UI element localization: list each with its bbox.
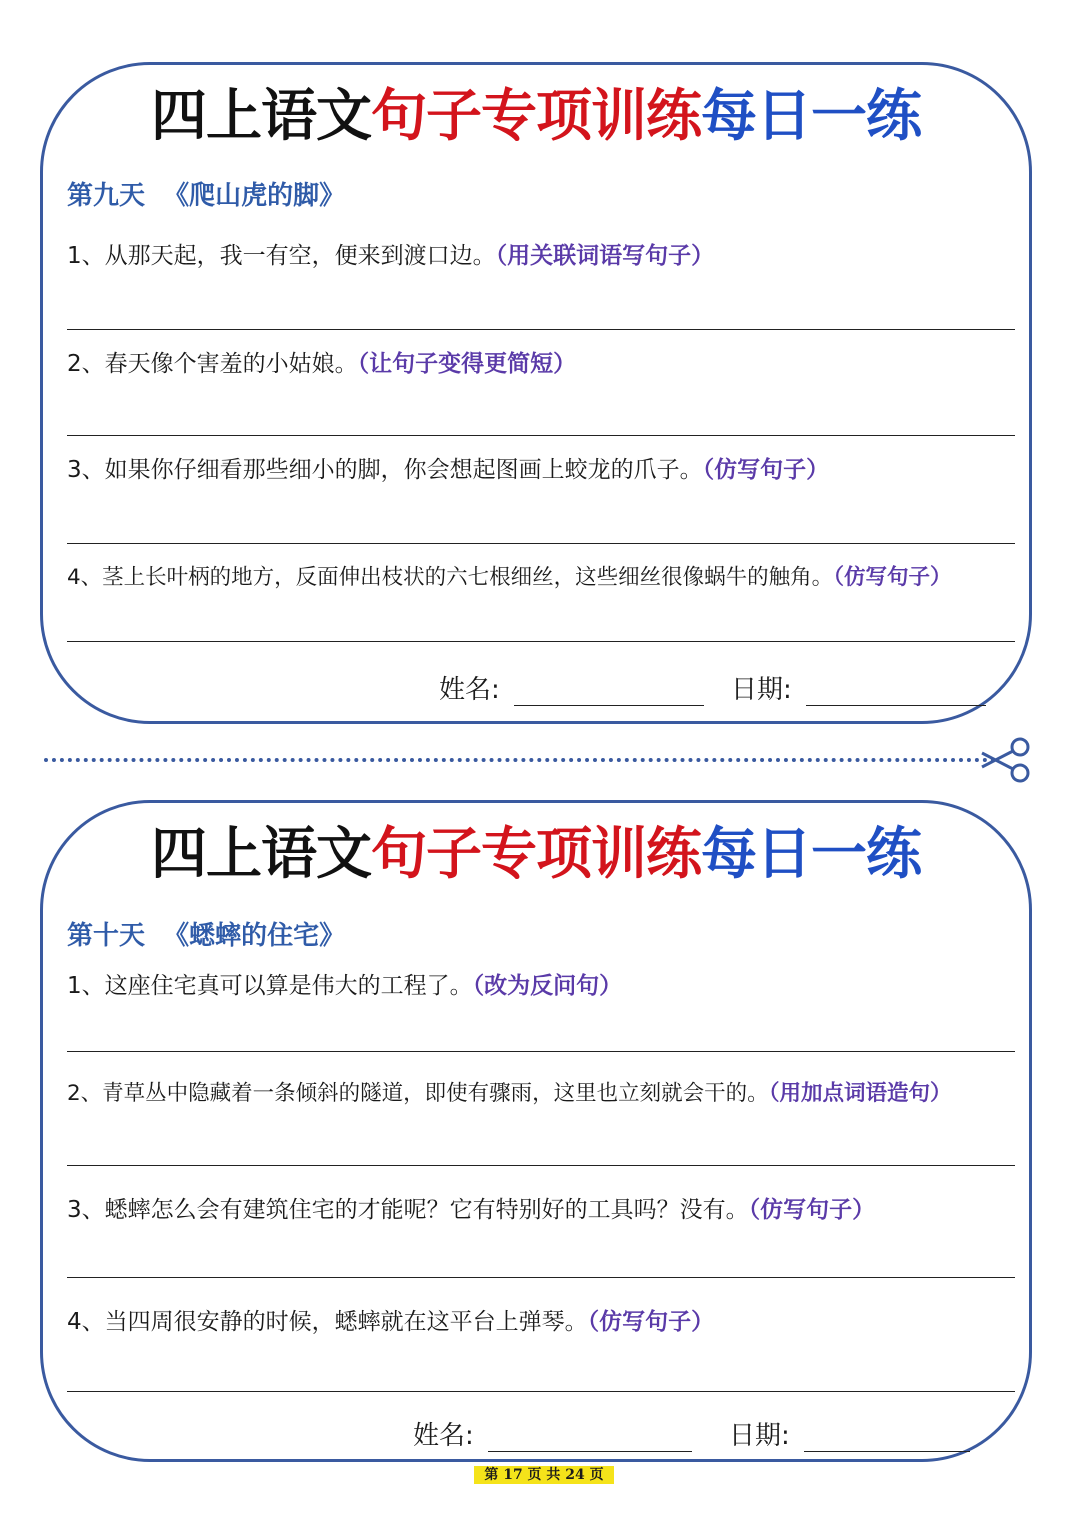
question-hint: （仿写句子） [833, 565, 952, 590]
question-text: 1、这座住宅真可以算是伟大的工程了。 [67, 973, 473, 999]
question-text: 4、当四周很安静的时候，蟋蟀就在这平台上弹琴。 [67, 1309, 588, 1335]
date-label: 日期: [729, 1421, 790, 1451]
title-part-daily: 每日一练 [701, 822, 921, 887]
answer-line-3[interactable] [67, 543, 1015, 544]
title-part-grade: 四上语文 [151, 84, 371, 149]
scissors-icon [978, 735, 1034, 785]
answer-line-1[interactable] [67, 329, 1015, 330]
worksheet-card-day9 [40, 62, 1032, 724]
question-hint: （仿写句子） [587, 1309, 715, 1335]
question-hint: （仿写句子） [702, 457, 830, 483]
name-blank[interactable] [488, 1423, 692, 1452]
date-blank[interactable] [804, 1423, 970, 1452]
title-part-daily: 每日一练 [701, 84, 921, 149]
page-number: 第 17 页 共 24 页 [474, 1466, 614, 1484]
date-label: 日期: [731, 675, 792, 705]
question-hint: （用加点词语造句） [768, 1081, 952, 1106]
title-part-grade: 四上语文 [151, 822, 371, 887]
cut-line [44, 758, 996, 762]
worksheet-card-day10 [40, 800, 1032, 1462]
question-1 [67, 245, 1015, 268]
question-hint: （改为反问句） [472, 973, 623, 999]
question-hint: （让句子变得更简短） [357, 351, 577, 377]
question-text: 2、青草丛中隐藏着一条倾斜的隧道，即使有骤雨，这里也立刻就会干的。 [67, 1081, 769, 1106]
question-3 [67, 459, 1015, 482]
name-field [439, 669, 704, 706]
name-field [413, 1415, 692, 1452]
question-3 [67, 1199, 1015, 1222]
answer-line-1[interactable] [67, 1051, 1015, 1052]
day-heading: 第十天 《蟋蟀的住宅》 [67, 921, 346, 951]
answer-line-3[interactable] [67, 1277, 1015, 1278]
question-text: 2、春天像个害羞的小姑娘。 [67, 351, 358, 377]
question-hint: （用关联词语写句子） [495, 243, 715, 269]
answer-line-2[interactable] [67, 435, 1015, 436]
question-text: 1、从那天起，我一有空，便来到渡口边。 [67, 243, 496, 269]
name-label: 姓名: [439, 675, 500, 705]
name-label: 姓名: [413, 1421, 474, 1451]
answer-line-4[interactable] [67, 641, 1015, 642]
question-hint: （仿写句子） [748, 1197, 876, 1223]
day-heading: 第九天 《爬山虎的脚》 [67, 181, 346, 211]
date-blank[interactable] [806, 677, 986, 706]
question-text: 3、蟋蟀怎么会有建筑住宅的才能呢？它有特别好的工具吗？没有。 [67, 1197, 749, 1223]
name-blank[interactable] [514, 677, 704, 706]
answer-line-2[interactable] [67, 1165, 1015, 1166]
worksheet-title [43, 84, 1029, 149]
date-field [731, 669, 986, 706]
worksheet-title [43, 822, 1029, 887]
question-text: 3、如果你仔细看那些细小的脚，你会想起图画上蛟龙的爪子。 [67, 457, 703, 483]
question-2 [67, 353, 1015, 376]
question-text: 4、茎上长叶柄的地方，反面伸出枝状的六七根细丝，这些细丝很像蜗牛的触角。 [67, 565, 834, 590]
title-part-topic: 句子专项训练 [371, 84, 701, 149]
answer-line-4[interactable] [67, 1391, 1015, 1392]
question-4 [67, 1311, 1015, 1334]
title-part-topic: 句子专项训练 [371, 822, 701, 887]
date-field [729, 1415, 970, 1452]
question-4 [67, 567, 1015, 589]
question-2 [67, 1083, 1015, 1105]
question-1 [67, 975, 1015, 998]
